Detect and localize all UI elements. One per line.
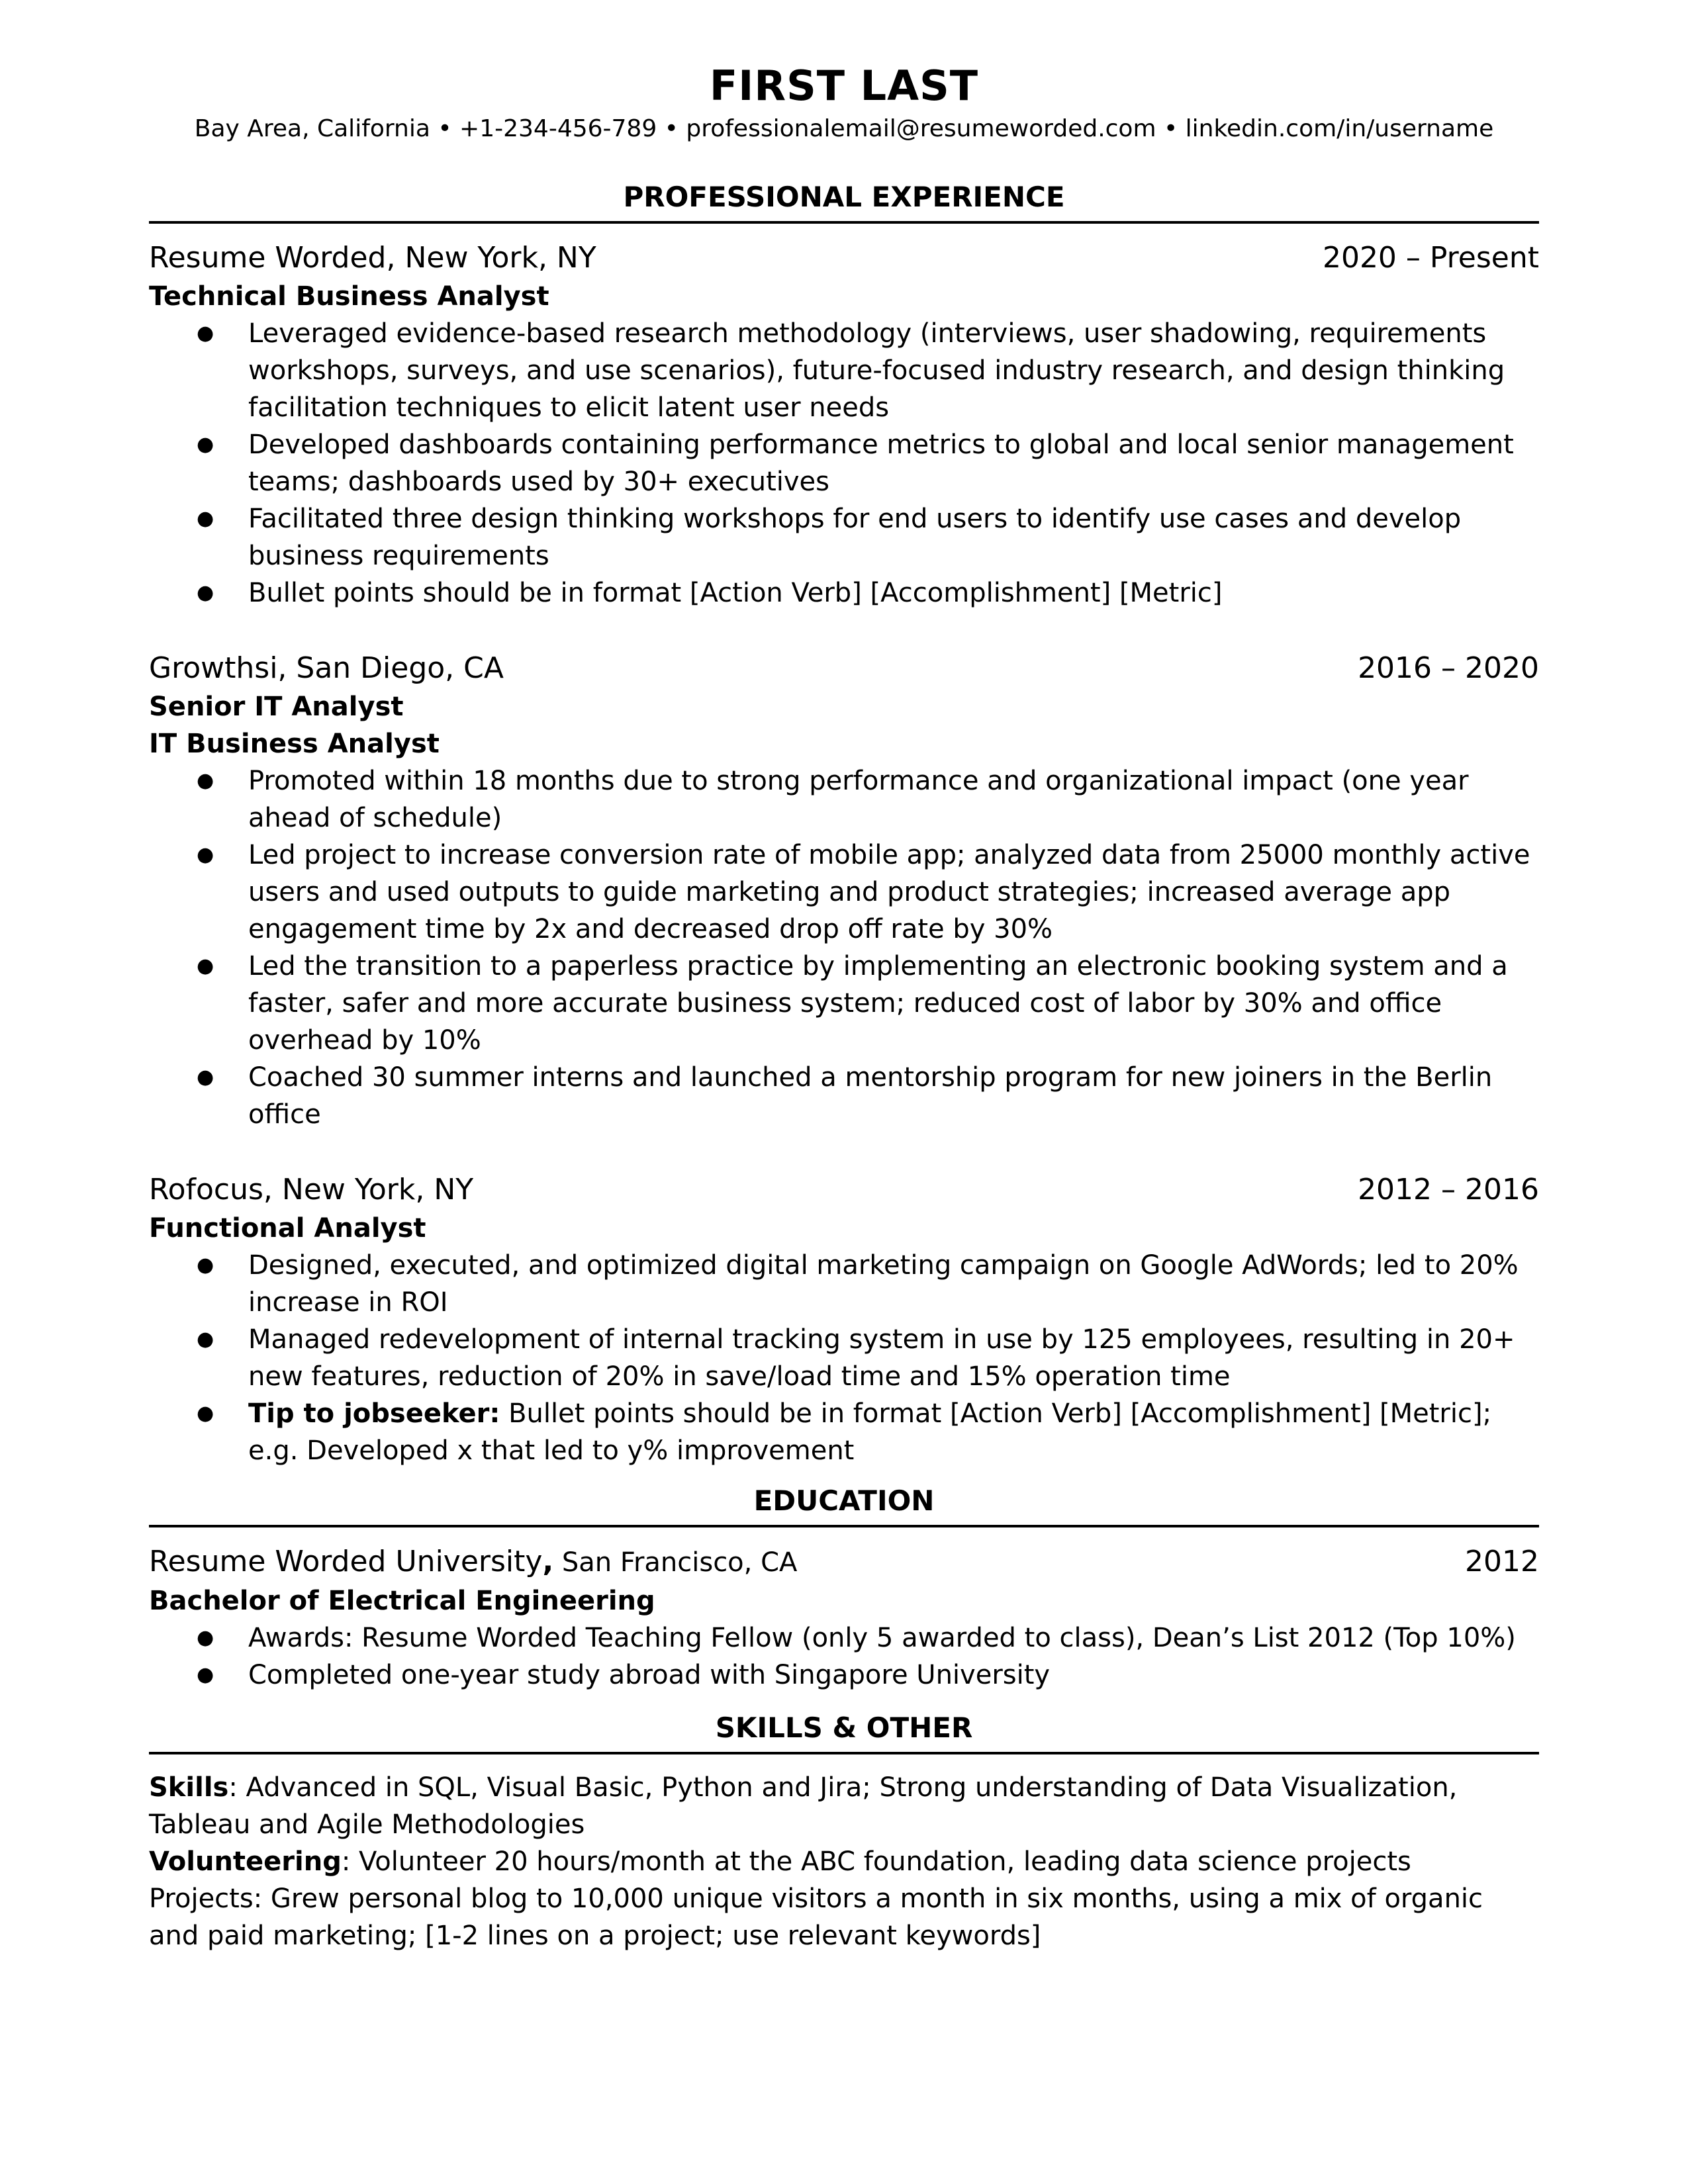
- bullet-icon: ●: [197, 843, 214, 866]
- bullet-item: [197, 1321, 1539, 1395]
- volunteering-text: : Volunteer 20 hours/month at the ABC foundation, leading data science projects: [341, 1846, 1411, 1877]
- job-header: [149, 649, 1539, 688]
- skills-label: Skills: [149, 1772, 229, 1803]
- job-company: Growthsi, San Diego, CA: [149, 651, 504, 685]
- bullet-item: [197, 426, 1539, 500]
- bullet-item: [197, 1657, 1539, 1694]
- education-institution: [149, 1542, 797, 1582]
- job-company: Resume Worded, New York, NY: [149, 241, 596, 275]
- bullet-text: Developed dashboards containing performance metrics to global and local senior management teams; dashboards used by 30+ executives: [248, 430, 1514, 497]
- job-dates: 2020 – Present: [1322, 241, 1539, 275]
- job-bullets: [149, 762, 1539, 1133]
- job-bullets: [149, 315, 1539, 612]
- education-bullets: [149, 1619, 1539, 1694]
- bullet-item: [197, 1619, 1539, 1657]
- job-dates: 2016 – 2020: [1358, 651, 1539, 685]
- projects-line: Projects: Grew personal blog to 10,000 unique visitors a month in six months, using a mix of organic and paid marketing; [1-2 lines on a project; use relevant keywords]: [149, 1884, 1483, 1951]
- bullet-text: Facilitated three design thinking workshops for end users to identify use cases and develop business requirements: [248, 504, 1462, 571]
- bullet-icon: ●: [197, 1663, 214, 1686]
- bullet-text: Completed one-year study abroad with Singapore University: [248, 1660, 1051, 1690]
- skills-line: [149, 1769, 1539, 1843]
- bullet-icon: ●: [197, 1402, 214, 1425]
- bullet-icon: ●: [197, 954, 214, 978]
- job-entry: [149, 1170, 1539, 1469]
- bullet-icon: ●: [197, 769, 214, 792]
- job-entry: [149, 238, 1539, 612]
- volunteering-line: [149, 1843, 1539, 1880]
- tip-label: Tip to jobseeker:: [248, 1398, 500, 1429]
- bullet-item: [197, 1395, 1539, 1469]
- bullet-text: Promoted within 18 months due to strong performance and organizational impact (one year ahead of schedule): [248, 766, 1469, 833]
- bullet-icon: ●: [197, 433, 214, 456]
- candidate-name: FIRST LAST: [709, 62, 979, 110]
- bullet-item: [197, 1247, 1539, 1321]
- job-role: IT Business Analyst: [149, 729, 440, 759]
- bullet-item: [197, 837, 1539, 948]
- bullet-icon: ●: [197, 1328, 214, 1351]
- bullet-text: Coached 30 summer interns and launched a mentorship program for new joiners in the Berlin office: [248, 1062, 1493, 1130]
- job-bullets: [149, 1247, 1539, 1469]
- education-heading: EDUCATION: [149, 1482, 1539, 1527]
- experience-heading: PROFESSIONAL EXPERIENCE: [149, 179, 1539, 224]
- bullet-text: Led project to increase conversion rate of mobile app; analyzed data from 25000 monthly active users and used outputs to guide marketing and product strategies; increased average app engagement time by 2x and decreased drop off rate by 30%: [248, 840, 1530, 944]
- bullet-item: [197, 1059, 1539, 1133]
- bullet-text: Leveraged evidence-based research methodology (interviews, user shadowing, requirements workshops, surveys, and use scenarios), future-focused industry research, and design thinking facilitation techniques to elicit latent user needs: [248, 318, 1505, 423]
- bullet-item: [197, 500, 1539, 574]
- contact-line: Bay Area, California • +1-234-456-789 • professionalemail@resumeworded.com • linkedin.com/in/username: [194, 115, 1494, 142]
- education-entry: [149, 1542, 1539, 1694]
- job-header: [149, 1170, 1539, 1210]
- skills-section: [149, 1769, 1539, 1954]
- bullet-icon: ●: [197, 1066, 214, 1089]
- bullet-icon: ●: [197, 1253, 214, 1277]
- bullet-icon: ●: [197, 1626, 214, 1649]
- school-separator: ,: [542, 1545, 554, 1578]
- volunteering-label: Volunteering: [149, 1846, 342, 1877]
- job-entry: [149, 649, 1539, 1133]
- job-role: Functional Analyst: [149, 1213, 426, 1244]
- job-dates: 2012 – 2016: [1358, 1173, 1539, 1206]
- job-role: Senior IT Analyst: [149, 692, 404, 722]
- skills-heading: SKILLS & OTHER: [149, 1709, 1539, 1754]
- bullet-text: Awards: Resume Worded Teaching Fellow (only 5 awarded to class), Dean’s List 2012 (Top 10%): [248, 1623, 1516, 1653]
- job-header: [149, 238, 1539, 278]
- tip-text: Bullet points should be in format [Action Verb] [Accomplishment] [Metric]; e.g. Developed x that led to y% improvement: [248, 1398, 1492, 1466]
- resume-page: [149, 60, 1539, 1954]
- bullet-icon: ●: [197, 322, 214, 345]
- bullet-item: [197, 574, 1539, 612]
- bullet-item: [197, 762, 1539, 837]
- bullet-icon: ●: [197, 581, 214, 604]
- bullet-text: Bullet points should be in format [Action Verb] [Accomplishment] [Metric]: [248, 578, 1223, 608]
- bullet-text: Designed, executed, and optimized digital marketing campaign on Google AdWords; led to 20% increase in ROI: [248, 1250, 1519, 1318]
- bullet-text: Managed redevelopment of internal tracking system in use by 125 employees, resulting in 20+ new features, reduction of 20% in save/load time and 15% operation time: [248, 1324, 1515, 1392]
- job-company: Rofocus, New York, NY: [149, 1173, 474, 1206]
- school-location: San Francisco, CA: [553, 1547, 798, 1578]
- bullet-icon: ●: [197, 507, 214, 530]
- bullet-item: [197, 948, 1539, 1059]
- bullet-item: [197, 315, 1539, 426]
- degree: Bachelor of Electrical Engineering: [149, 1586, 655, 1616]
- school-name: Resume Worded University: [149, 1545, 543, 1578]
- skills-text: : Advanced in SQL, Visual Basic, Python and Jira; Strong understanding of Data Visualization, Tableau and Agile Methodologies: [149, 1772, 1458, 1840]
- education-year: 2012: [1465, 1545, 1539, 1578]
- job-role: Technical Business Analyst: [149, 281, 549, 312]
- education-header: [149, 1542, 1539, 1582]
- bullet-text: Led the transition to a paperless practice by implementing an electronic booking system and a faster, safer and more accurate business system; reduced cost of labor by 30% and office overhead by 10%: [248, 951, 1508, 1056]
